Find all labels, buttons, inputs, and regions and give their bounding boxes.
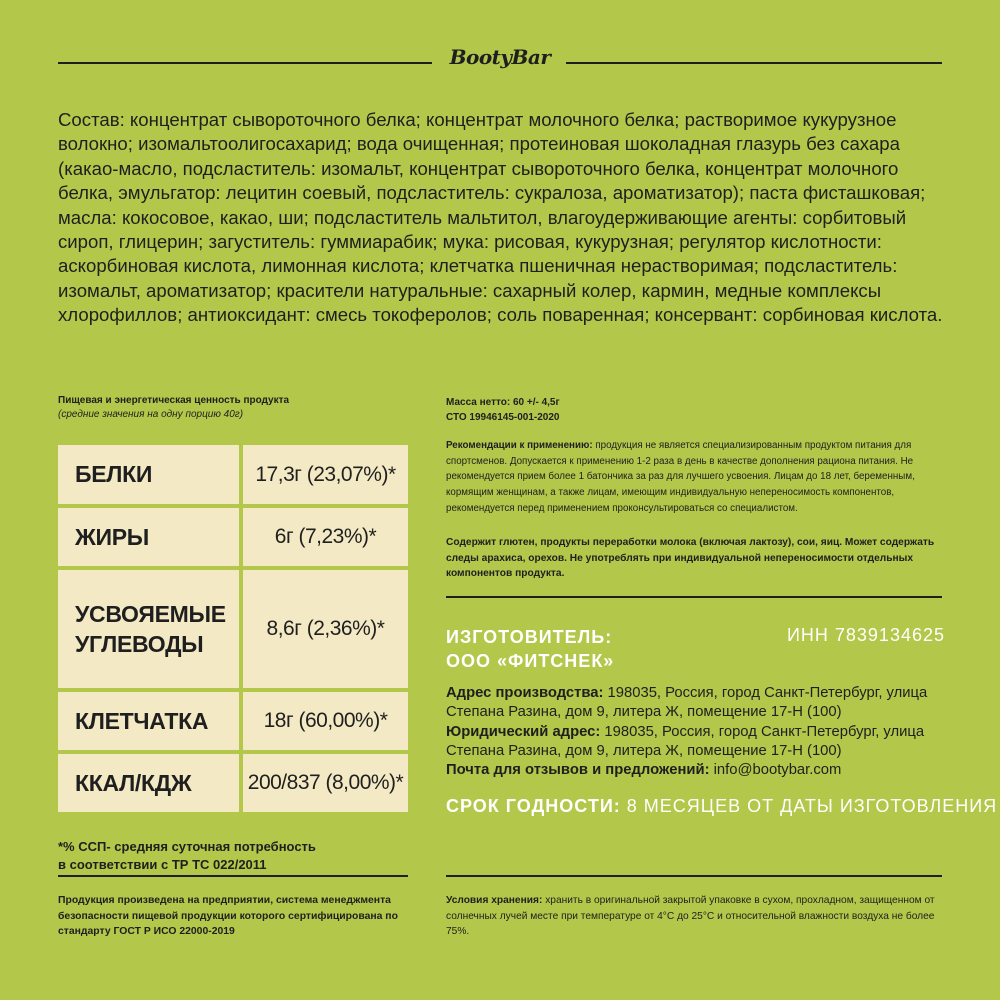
standard-code: СТО 19946145-001-2020: [446, 412, 560, 423]
bottom-rule-right: [446, 875, 942, 877]
nutrition-subtitle: (средние значения на одну порцию 40г): [58, 409, 244, 420]
dv-footnote: [58, 838, 316, 874]
net-mass: Масса нетто: 60 +/- 4,5г: [446, 397, 560, 408]
recommendations-text: продукция не является специализированным продуктом питания для спортсменов. Допускается к применению 1-2 раза в день в качестве дополнения рациона питания. Не рекомендуется прием более 1 батончика за раз для лучшего усвоения. Лицам до 18 лет, беременным, кормящим женщинам, а также лицам, имеющим индивидуальную непереносимость компонентов, рекомендуется перед применением проконсультироваться со специалистом.: [446, 440, 915, 514]
certification-text: Продукция произведена на предприятии, система менеджмента безопасности пищевой продукции которого сертифицирована по стандарту ГОСТ Р ИСО 22000-2019: [58, 895, 398, 937]
inn-number: ИНН 7839134625: [786, 625, 945, 645]
top-rule-left: [58, 62, 432, 64]
middle-rule: [446, 596, 942, 598]
nutrient-label-line1: УСВОЯЕМЫЕ: [75, 601, 226, 627]
table-row: [58, 445, 408, 504]
mass-block: [446, 395, 560, 425]
legal-address-label: Юридический адрес:: [446, 723, 601, 740]
storage-label: Условия хранения:: [446, 895, 543, 906]
manufacturer-label: ИЗГОТОВИТЕЛЬ:: [446, 627, 613, 647]
nutrient-label: БЕЛКИ: [58, 445, 243, 504]
recommendations-label: Рекомендации к применению:: [446, 440, 593, 451]
feedback-email-label: Почта для отзывов и предложений:: [446, 762, 710, 779]
recommendations: [446, 438, 946, 517]
nutrition-table: [58, 441, 408, 816]
address-block: [446, 684, 946, 780]
nutrient-label: ККАЛ/КДЖ: [58, 754, 243, 812]
table-row: [58, 570, 408, 688]
nutrient-label: [58, 570, 243, 688]
storage-text: хранить в оригинальной закрытой упаковке в сухом, прохладном, защищенном от солнечных лучей месте при температуре от 4°С до 25°С и относительной влажности воздуха не более 75%.: [446, 895, 935, 938]
brand-logo: BootyBar: [449, 45, 551, 69]
nutrition-title: Пищевая и энергетическая ценность продукта: [58, 395, 290, 406]
top-rule-right: [566, 62, 942, 64]
shelf-life-label: СРОК ГОДНОСТИ:: [446, 796, 621, 816]
nutrient-label: КЛЕТЧАТКА: [58, 692, 243, 750]
dv-footnote-line1: *% ССП- средняя суточная потребность: [58, 839, 316, 854]
nutrient-value: 8,6г (2,36%)*: [243, 570, 408, 688]
nutrient-label: ЖИРЫ: [58, 508, 243, 566]
bottom-rule-left: [58, 875, 408, 877]
storage-conditions: [446, 893, 946, 940]
dv-footnote-line2: в соответствии с ТР ТС 022/2011: [58, 857, 267, 872]
allergens-text: Содержит глютен, продукты переработки молока (включая лактозу), сои, яиц. Может содержать следы арахиса, орехов. Не употреблять при индивидуальной непереносимости отдельных компонентов продукта.: [446, 537, 935, 580]
shelf-life-value: 8 МЕСЯЦЕВ ОТ ДАТЫ ИЗГОТОВЛЕНИЯ: [620, 796, 998, 816]
legal-address: 198035, Россия, город Санкт-Петербург, улица Степана Разина, дом 9, литера Ж, помещение 17-Н (100): [446, 723, 925, 759]
table-row: [58, 508, 408, 566]
nutrient-value: 6г (7,23%)*: [243, 508, 408, 566]
nutrient-value: 17,3г (23,07%)*: [243, 445, 408, 504]
composition-text: Состав: концентрат сывороточного белка; концентрат молочного белка; растворимое кукурузное волокно; изомальтоолигосахарид; вода очищенная; протеиновая шоколадная глазурь без сахара (какао-масло, подсластитель: изомальт, концентрат сывороточного белка, концентрат молочного белка, эмульгатор: лецитин соевый, подсластитель: сукралоза, ароматизатор); паста фисташковая; масла: кокосовое, какао, ши; подсластитель мальтитол, влагоудерживающие агенты: сорбитовый сироп, глицерин; загуститель: гуммиарабик; мука: рисовая, кукурузная; регулятор кислотности: аскорбиновая кислота, лимонная кислота; клетчатка пшеничная нерастворимая; подсластитель: изомальт, ароматизатор; красители натуральные: сахарный колер, кармин, медные комплексы хлорофиллов; антиоксидант: смесь токоферолов; соль поваренная; консервант: сорбиновая кислота.: [58, 109, 943, 326]
production-address: 198035, Россия, город Санкт-Петербург, улица Степана Разина, дом 9, литера Ж, помещение 17-Н (100): [446, 685, 928, 721]
table-row: [58, 754, 408, 812]
manufacturer-name: ООО «ФИТСНЕК»: [446, 651, 615, 671]
production-address-label: Адрес производства:: [446, 685, 604, 701]
table-row: [58, 692, 408, 750]
nutrient-value: 18г (60,00%)*: [243, 692, 408, 750]
nutrient-label-line2: УГЛЕВОДЫ: [75, 631, 204, 657]
shelf-life: [446, 796, 997, 817]
nutrient-value: 200/837 (8,00%)*: [243, 754, 408, 812]
feedback-email: info@bootybar.com: [709, 762, 842, 779]
manufacturer-block: [446, 625, 614, 673]
